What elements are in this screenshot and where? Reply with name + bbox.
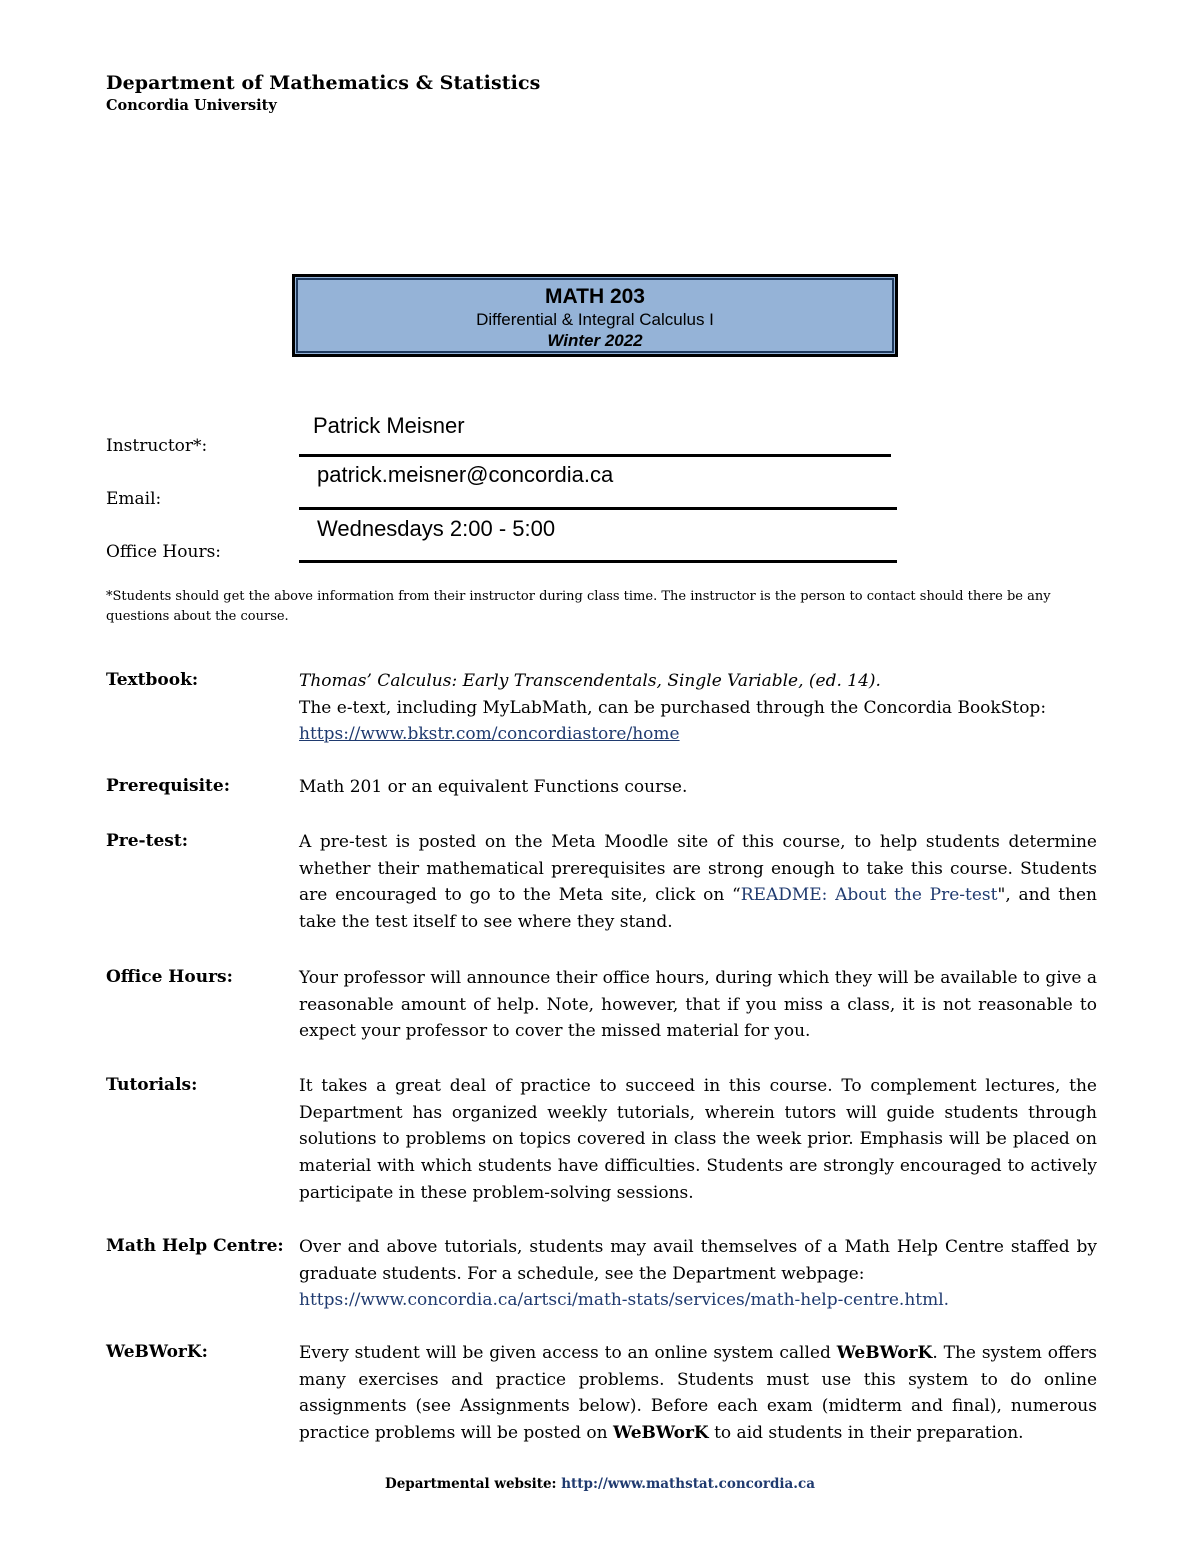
prerequisite-label: Prerequisite: [106,776,231,796]
office-hours-rule [299,560,897,563]
instructor-value: Patrick Meisner [313,413,465,438]
webwork-bold-2: WeBWorK [613,1423,709,1444]
webwork-body [299,1340,1097,1447]
webwork-text-1: Every student will be given access to an online system called [299,1343,837,1363]
pretest-readme-link[interactable]: README: About the Pre-test [740,885,998,906]
webwork-label: WeBWorK: [106,1342,208,1362]
office-hours-value: Wednesdays 2:00 - 5:00 [317,516,556,541]
webwork-bold-1: WeBWorK [836,1343,933,1363]
webwork-text-3: to aid students in their preparation. [708,1423,1024,1444]
office-hours-section-text: Your professor will announce their office hours, during which they will be available to give a reasonable amount of help. Note, however, that if you miss a class, it is not reasonable to expect your professor to cover the missed material for you. [299,968,1097,1042]
office-hours-label: Office Hours: [106,542,222,562]
bookstore-link[interactable]: https://www.bkstr.com/concordiastore/home [299,724,680,745]
footer-website-link[interactable]: http://www.mathstat.concordia.ca [561,1476,815,1492]
office-hours-section-label: Office Hours: [106,967,233,987]
course-term: Winter 2022 [547,331,643,350]
pretest-text-before: A pre-test is posted on the Meta Moodle site of this course, to help students determine whether their mathematical prerequisites are strong enough to take this course. Students are encouraged to go to the Meta site, click on “ [299,832,1097,906]
email-label: Email: [106,489,162,509]
course-title-box [292,274,898,357]
contact-note: *Students should get the above information from their instructor during class time. The instructor is the person to contact should there be any questions about the course. [106,589,1051,624]
course-code: MATH 203 [545,285,645,308]
course-name: Differential & Integral Calculus I [476,310,714,329]
textbook-text: The e-text, including MyLabMath, can be purchased through the Concordia BookStop: [299,697,1047,718]
textbook-title: Thomas’ Calculus: Early Transcendentals, Single Variable, (ed. 14). [299,671,881,691]
pretest-body [299,829,1097,936]
instructor-label: Instructor*: [106,436,208,456]
email-rule [299,507,897,510]
tutorials-label: Tutorials: [106,1075,198,1095]
pretest-text-after: ", and then take the test itself to see where they stand. [299,885,1097,933]
help-centre-body [299,1234,1097,1314]
department-name: Department of Mathematics & Statistics [106,72,541,94]
email-value: patrick.meisner@concordia.ca [317,462,614,487]
help-centre-link[interactable]: https://www.concordia.ca/artsci/math-stats/services/math-help-centre.html. [299,1290,950,1311]
pretest-label: Pre-test: [106,831,188,851]
webwork-text-2: . The system offers many exercises and practice problems. Students must use this system to do online assignments (see Assignments below). Before each exam (midterm and final), numerous practice problems will be posted on [299,1343,1097,1444]
textbook-body [299,668,1097,748]
textbook-label: Textbook: [106,670,199,690]
instructor-rule [299,454,891,457]
footer [0,1476,1200,1492]
help-centre-text: Over and above tutorials, students may avail themselves of a Math Help Centre staffed by graduate students. For a schedule, see the Department webpage: [299,1237,1097,1284]
footer-label: Departmental website: [385,1476,557,1492]
help-centre-label: Math Help Centre: [106,1236,284,1256]
prerequisite-text: Math 201 or an equivalent Functions course. [299,777,688,797]
university-name: Concordia University [106,97,277,114]
tutorials-text: It takes a great deal of practice to succeed in this course. To complement lectures, the Department has organized weekly tutorials, wherein tutors will guide students through solutions to problems on topics covered in class the week prior. Emphasis will be placed on material with which students have difficulties. Students are strongly encouraged to actively participate in these problem-solving sessions. [299,1076,1097,1203]
